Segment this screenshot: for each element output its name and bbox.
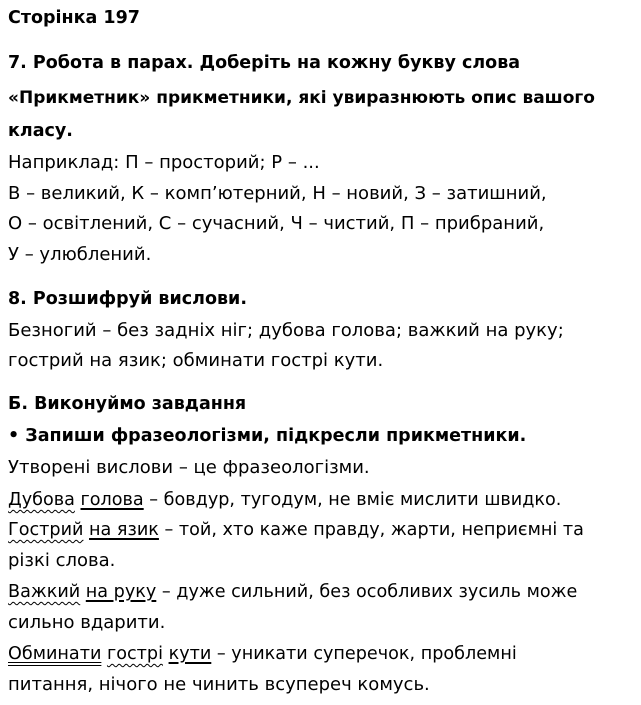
idiom-2-continuation: різкі слова.	[8, 550, 116, 571]
page-title: Сторінка 197	[8, 8, 140, 28]
idiom-2-adjective: Гострий	[8, 520, 84, 540]
task8-heading: 8. Розшифруй вислови.	[8, 289, 247, 309]
task8-line2: гострий на язик; обминати гострі кути.	[8, 350, 384, 371]
idiom-1-noun: голова	[80, 490, 144, 510]
idiom-4-continuation: питання, нічого не чинить всупереч комусь.	[8, 674, 430, 695]
idiom-4-adjective: гострі	[106, 644, 163, 664]
idiom-4	[8, 642, 517, 666]
idiom-4-verb: Обминати	[8, 644, 102, 664]
idiom-2-definition: – той, хто каже правду, жарти, неприємні та	[164, 520, 584, 540]
section-b-heading: Б. Виконуймо завдання	[8, 394, 247, 414]
idiom-4-noun: кути	[168, 644, 212, 664]
idiom-3-definition: – дуже сильний, без особливих зусиль може	[161, 582, 578, 602]
task7-heading-line2: «Прикметник» прикметники, які увиразнюють опис вашого	[8, 88, 595, 108]
idiom-2	[8, 518, 584, 542]
task7-answer-line1: В – великий, К – комп’ютерний, Н – новий, З – затишний,	[8, 183, 547, 204]
section-b-bullet: • Запиши фразеологізми, підкресли прикметники.	[8, 426, 527, 446]
task7-heading-line3: класу.	[8, 121, 73, 141]
idiom-3-adjective: Важкий	[8, 582, 81, 602]
section-b-intro: Утворені вислови – це фразеологізми.	[8, 457, 370, 478]
idiom-2-rest: на язик	[89, 520, 159, 540]
idiom-3	[8, 580, 577, 604]
idiom-1-definition: – бовдур, тугодум, не вміє мислити швидко.	[149, 490, 562, 510]
idiom-1	[8, 488, 561, 512]
idiom-3-continuation: сильно вдарити.	[8, 612, 166, 633]
task7-answer-line3: У – улюблений.	[8, 244, 152, 265]
idiom-3-rest: на руку	[85, 582, 157, 602]
task7-example: Наприклад: П – просторий; Р – ...	[8, 152, 320, 173]
idiom-1-adjective: Дубова	[8, 490, 75, 510]
task8-line1: Безногий – без задніх ніг; дубова голова; важкий на руку;	[8, 320, 564, 341]
idiom-4-definition: – уникати суперечок, проблемні	[216, 644, 517, 664]
task7-heading-line1: 7. Робота в парах. Доберіть на кожну букву слова	[8, 53, 521, 73]
task7-answer-line2: О – освітлений, С – сучасний, Ч – чистий, П – прибраний,	[8, 213, 545, 234]
